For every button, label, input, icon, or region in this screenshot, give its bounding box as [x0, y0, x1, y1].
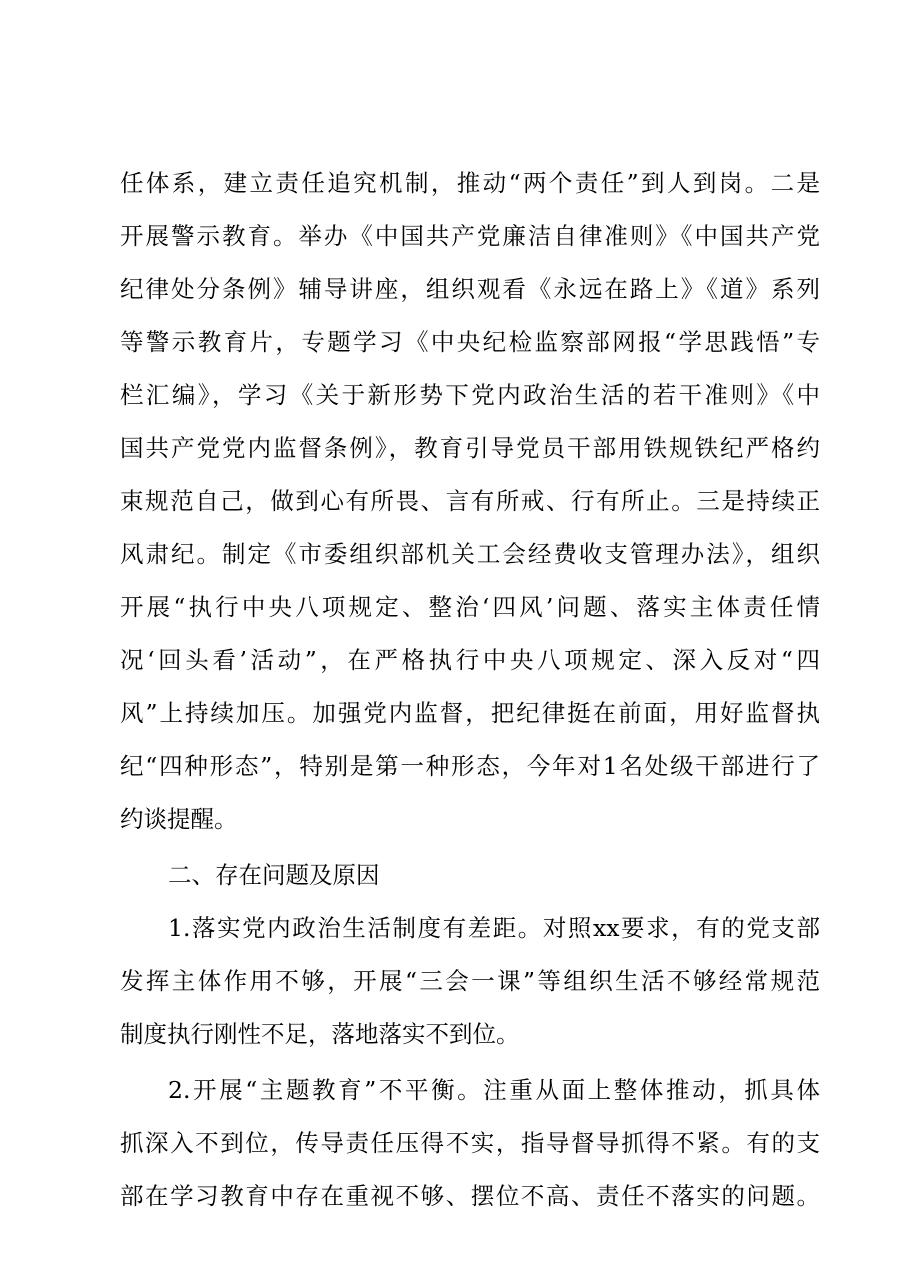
paragraph-line: 况‘回头看’活动”，在严格执行中央八项规定、深入反对“四: [120, 646, 820, 674]
paragraph-line: 纪“四种形态”，特别是第一种形态，今年对1名处级干部进行了: [120, 752, 820, 780]
paragraph-line: 开展“执行中央八项规定、整治‘四风’问题、落实主体责任情: [120, 593, 820, 621]
paragraph-line: 束规范自己，做到心有所畏、言有所戒、行有所止。三是持续正: [120, 487, 820, 515]
paragraph-line: 开展警示教育。举办《中国共产党廉洁自律准则》《中国共产党: [120, 222, 820, 250]
paragraph-line: 纪律处分条例》辅导讲座，组织观看《永远在路上》《道》系列: [120, 275, 820, 303]
paragraph-line: 任体系，建立责任追究机制，推动“两个责任”到人到岗。二是: [120, 169, 820, 197]
paragraph-line: 约谈提醒。: [120, 805, 238, 833]
section-heading: 二、存在问题及原因: [168, 861, 380, 889]
item2-line: 2.开展“主题教育”不平衡。注重从面上整体推动，抓具体: [168, 1076, 820, 1104]
item2-line: 抓深入不到位，传导责任压得不实，指导督导抓得不紧。有的支: [120, 1129, 820, 1157]
item1-line: 制度执行刚性不足，落地落实不到位。: [120, 1020, 520, 1048]
paragraph-line: 栏汇编》，学习《关于新形势下党内政治生活的若干准则》《中: [120, 381, 820, 409]
paragraph-line: 风肃纪。制定《市委组织部机关工会经费收支管理办法》，组织: [120, 540, 820, 568]
paragraph-line: 风”上持续加压。加强党内监督，把纪律挺在前面，用好监督执: [120, 699, 820, 727]
item2-line: 部在学习教育中存在重视不够、摆位不高、责任不落实的问题。: [120, 1182, 820, 1210]
paragraph-line: 国共产党党内监督条例》，教育引导党员干部用铁规铁纪严格约: [120, 434, 820, 462]
item1-line: 发挥主体作用不够，开展“三会一课”等组织生活不够经常规范: [120, 967, 820, 995]
item1-line: 1.落实党内政治生活制度有差距。对照xx要求，有的党支部: [168, 914, 820, 942]
paragraph-line: 等警示教育片，专题学习《中央纪检监察部网报“学思践悟”专: [120, 328, 820, 356]
